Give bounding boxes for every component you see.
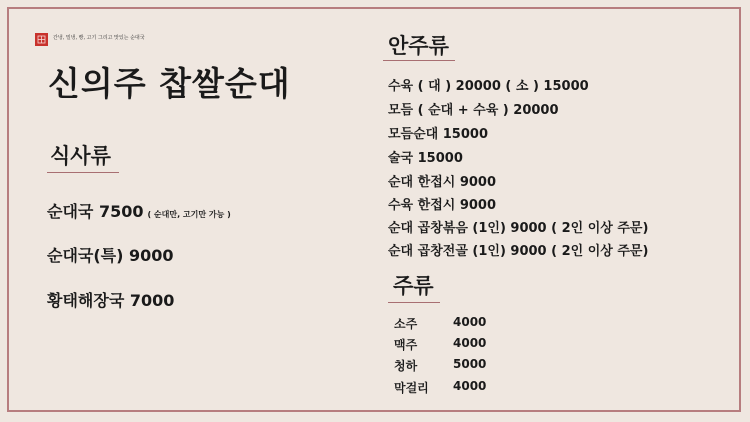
meal-item-label: 순대국(특) 9000 xyxy=(47,246,174,265)
page-title: 신의주 찹쌀순대 xyxy=(48,64,291,103)
side-item: 모듬순대 15000 xyxy=(388,127,488,142)
tagline: 간냉, 밀냉, 빵, 고기 그리고 맛있는 순대국 xyxy=(53,35,145,41)
sides-heading: 안주류 xyxy=(388,34,449,58)
drink-name: 맥주 xyxy=(394,338,418,352)
drinks-heading-underline xyxy=(388,302,440,303)
meal-item-label: 황태해장국 7000 xyxy=(47,291,175,310)
drinks-heading: 주류 xyxy=(393,274,434,298)
sides-heading-underline xyxy=(383,60,455,61)
meals-heading-underline xyxy=(47,172,119,173)
drink-price: 4000 xyxy=(453,379,487,393)
meals-heading: 식사류 xyxy=(50,144,111,168)
side-item: 수육 ( 대 ) 20000 ( 소 ) 15000 xyxy=(388,79,589,94)
side-item: 수육 한접시 9000 xyxy=(388,198,497,213)
side-item: 순대 한접시 9000 xyxy=(388,175,497,190)
drink-price: 4000 xyxy=(453,315,487,329)
side-item: 순대 곱창볶음 (1인) 9000 ( 2인 이상 주문) xyxy=(388,221,649,236)
meal-item-label: 순대국 7500 xyxy=(47,202,144,221)
drink-name: 소주 xyxy=(394,317,418,331)
drink-name: 청하 xyxy=(394,359,418,373)
meal-item-note: ( 순대만, 고기만 가능 ) xyxy=(147,210,231,219)
meal-item xyxy=(47,243,174,266)
drink-name: 막걸리 xyxy=(394,381,429,395)
side-item: 모듬 ( 순대 + 수육 ) 20000 xyxy=(388,103,559,118)
meal-item xyxy=(47,199,231,222)
drink-price: 4000 xyxy=(453,336,487,350)
seal-stamp-icon xyxy=(35,33,48,46)
meal-item xyxy=(47,288,174,311)
side-item: 순대 곱창전골 (1인) 9000 ( 2인 이상 주문) xyxy=(388,244,649,259)
drink-price: 5000 xyxy=(453,357,487,371)
side-item: 술국 15000 xyxy=(388,151,463,166)
